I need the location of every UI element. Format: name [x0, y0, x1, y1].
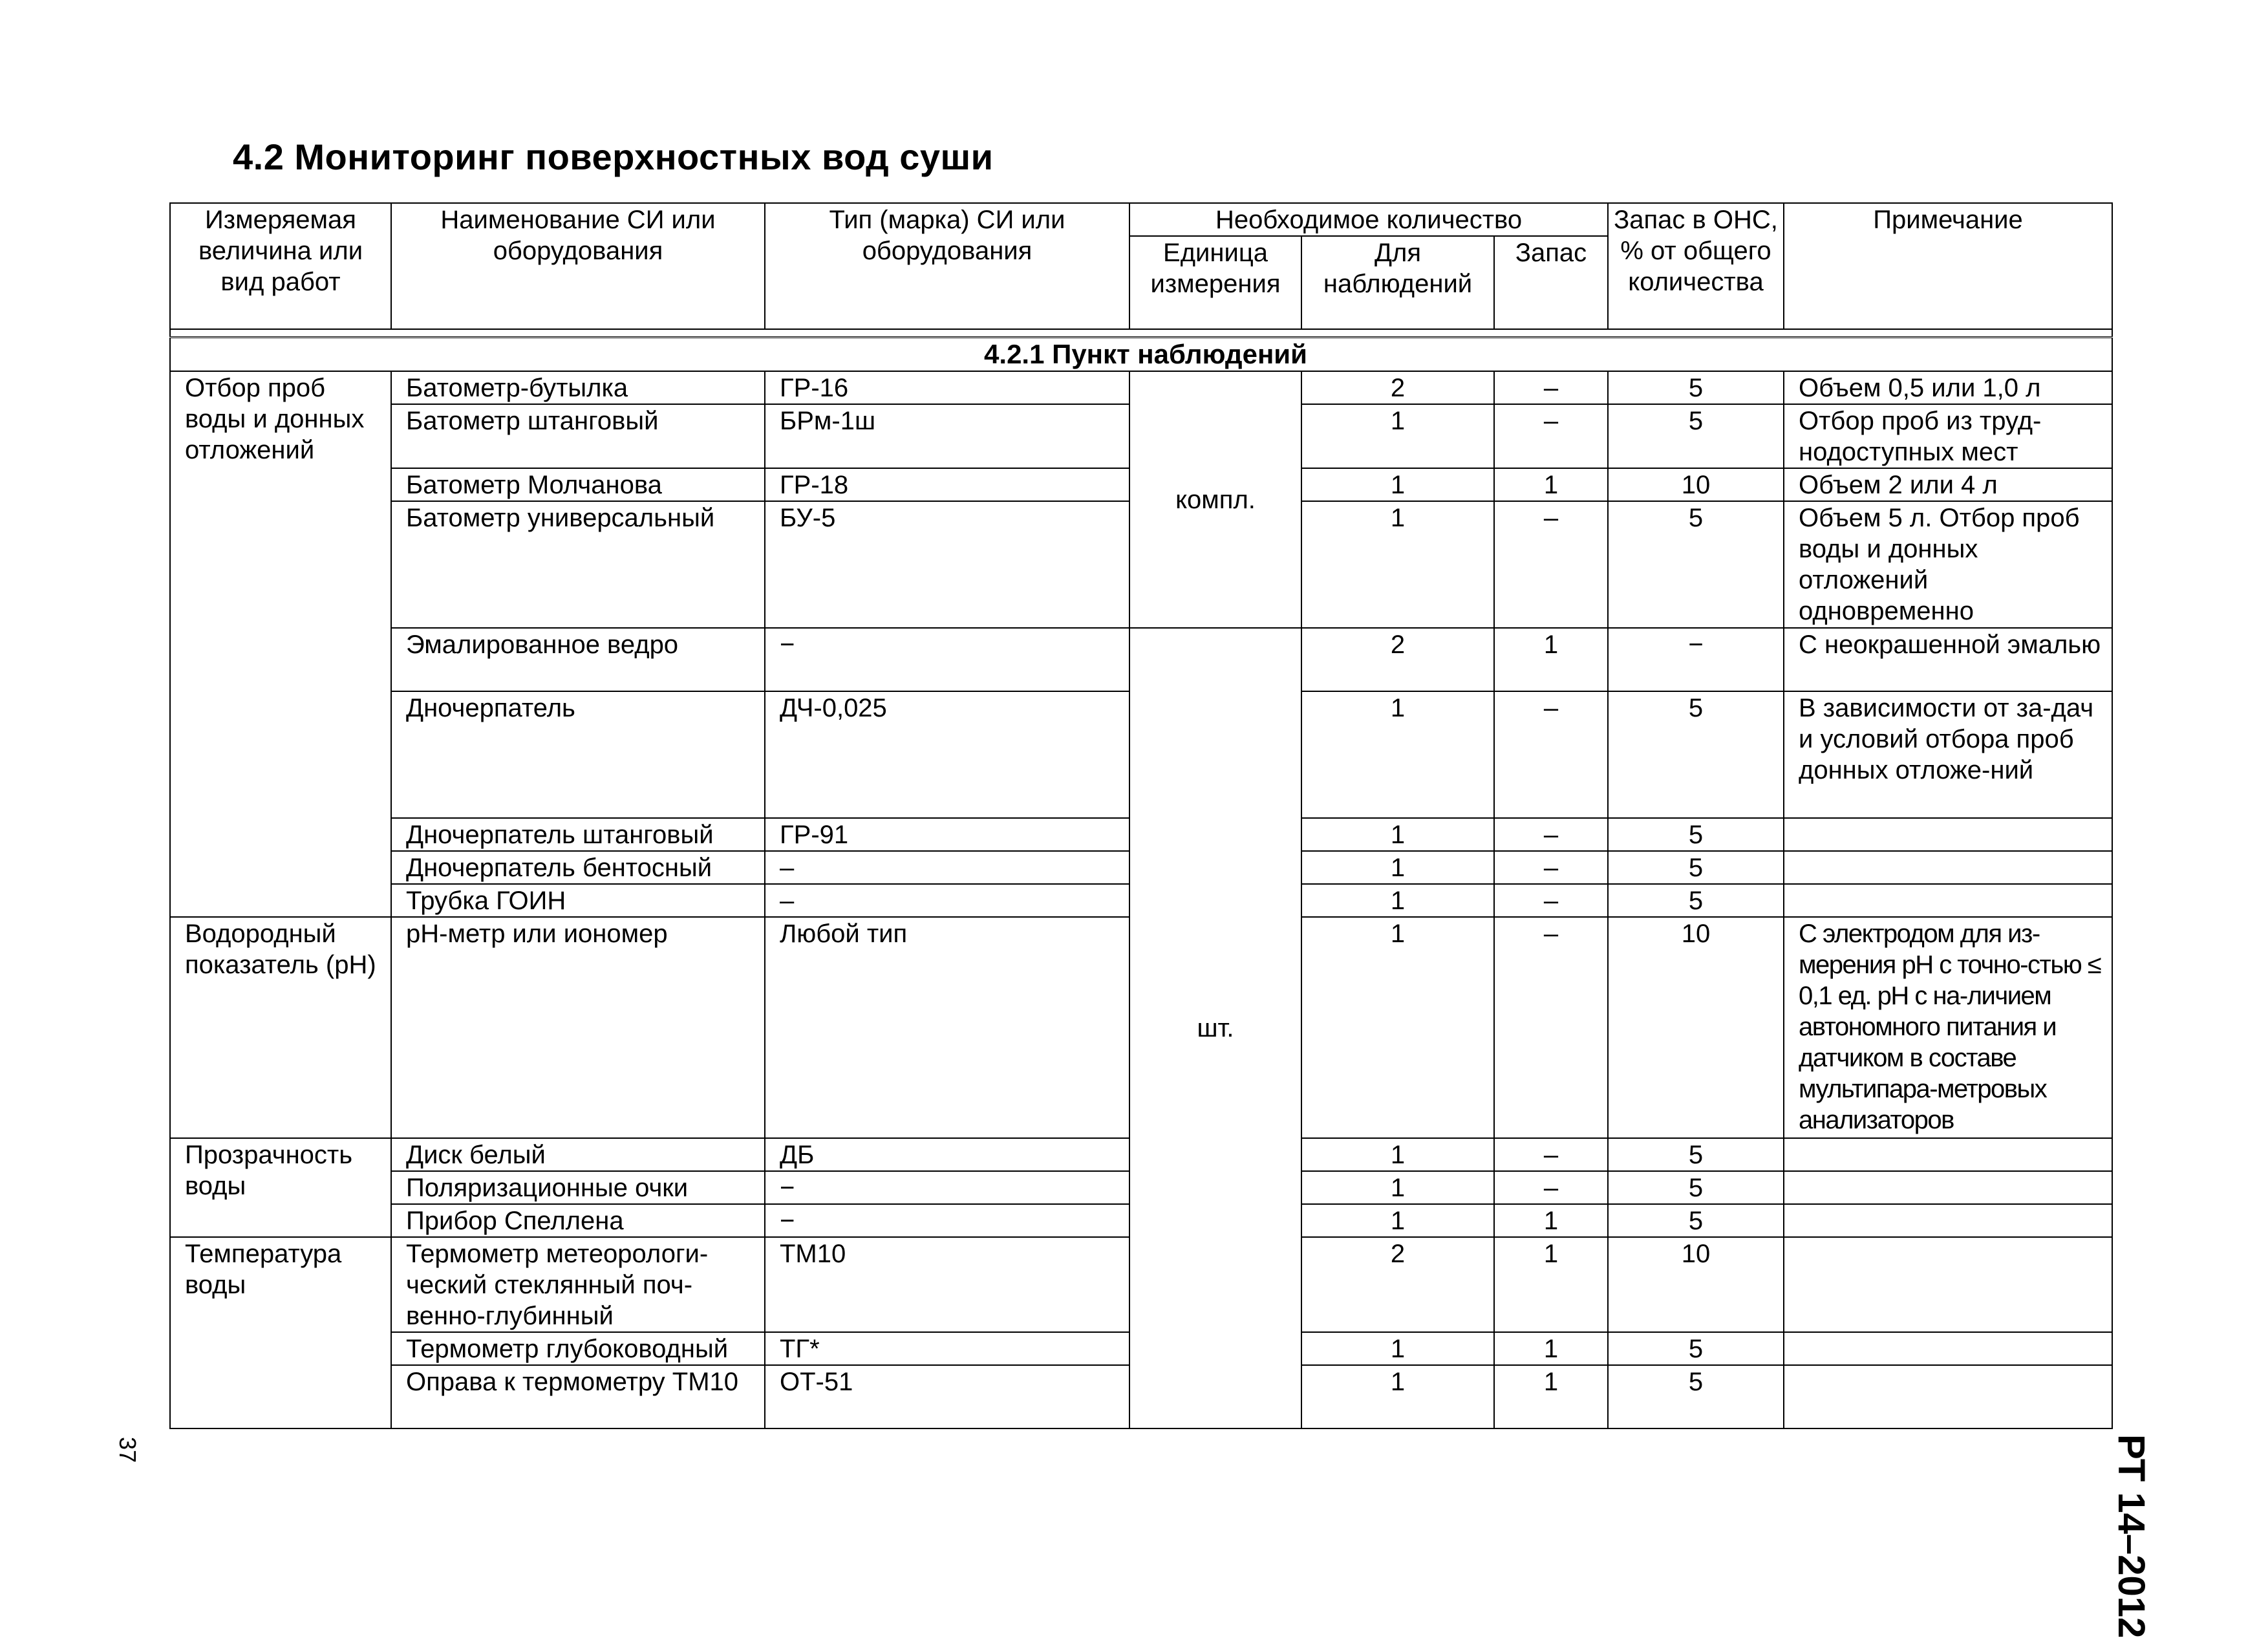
- header-required-quantity: Необходимое количество: [1129, 203, 1608, 236]
- cell-note: [1784, 884, 2112, 917]
- cell-reserve-percent: 5: [1608, 851, 1784, 884]
- cell-note: [1784, 1171, 2112, 1204]
- cell-note: Отбор проб из труд-нодоступных мест: [1784, 404, 2112, 468]
- cell-reserve: –: [1494, 371, 1608, 404]
- cell-reserve-percent: 5: [1608, 818, 1784, 851]
- cell-name: Батометр Молчанова: [391, 468, 765, 501]
- cell-name: Эмалированное ведро: [391, 628, 765, 691]
- cell-name: Прибор Спеллена: [391, 1204, 765, 1237]
- cell-type: ГР-91: [765, 818, 1129, 851]
- cell-reserve: 1: [1494, 1237, 1608, 1332]
- cell-reserve-percent: 5: [1608, 501, 1784, 628]
- cell-reserve: –: [1494, 691, 1608, 818]
- cell-note: [1784, 1237, 2112, 1332]
- cell-reserve-percent: 10: [1608, 917, 1784, 1138]
- cell-for-observations: 1: [1301, 1332, 1494, 1365]
- cell-note: Объем 5 л. Отбор проб воды и донных отложений одновременно: [1784, 501, 2112, 628]
- group-sampling: Отбор проб воды и донных отложений: [170, 371, 391, 917]
- cell-name: Оправа к термометру ТМ10: [391, 1365, 765, 1428]
- cell-type: ДБ: [765, 1138, 1129, 1171]
- cell-note: Объем 2 или 4 л: [1784, 468, 2112, 501]
- cell-reserve-percent: 5: [1608, 404, 1784, 468]
- cell-reserve: 1: [1494, 1365, 1608, 1428]
- header-type: Тип (марка) СИ или оборудования: [765, 203, 1129, 329]
- cell-reserve-percent: −: [1608, 628, 1784, 691]
- group-transparency: Прозрачность воды: [170, 1138, 391, 1237]
- cell-type: −: [765, 1204, 1129, 1237]
- subsection-title: 4.2.1 Пункт наблюдений: [170, 338, 2112, 371]
- cell-for-observations: 2: [1301, 371, 1494, 404]
- cell-for-observations: 2: [1301, 628, 1494, 691]
- cell-for-observations: 1: [1301, 1204, 1494, 1237]
- table-row: [170, 371, 2112, 404]
- cell-for-observations: 1: [1301, 468, 1494, 501]
- cell-reserve: –: [1494, 917, 1608, 1138]
- cell-name: Термометр метеорологи-ческий стеклянный поч-венно-глубинный: [391, 1237, 765, 1332]
- cell-type: Любой тип: [765, 917, 1129, 1138]
- cell-reserve: –: [1494, 818, 1608, 851]
- cell-note: В зависимости от за-дач и условий отбора проб донных отложе-ний: [1784, 691, 2112, 818]
- cell-note: [1784, 1204, 2112, 1237]
- cell-note: [1784, 1138, 2112, 1171]
- cell-note: С электродом для из-мерения pH с точно-стью ≤ 0,1 ед. pH с на-личием автономного питания и датчиком в составе мультипара-метровых анализаторов: [1784, 917, 2112, 1138]
- cell-name: Диск белый: [391, 1138, 765, 1171]
- header-name: Наименование СИ или оборудования: [391, 203, 765, 329]
- cell-reserve-percent: 10: [1608, 468, 1784, 501]
- cell-note: Объем 0,5 или 1,0 л: [1784, 371, 2112, 404]
- cell-note: [1784, 851, 2112, 884]
- cell-for-observations: 1: [1301, 1138, 1494, 1171]
- cell-note: [1784, 1332, 2112, 1365]
- cell-note: [1784, 1365, 2112, 1428]
- cell-reserve-percent: 5: [1608, 691, 1784, 818]
- cell-for-observations: 1: [1301, 404, 1494, 468]
- page-number: 37: [114, 1437, 141, 1463]
- cell-for-observations: 1: [1301, 691, 1494, 818]
- cell-type: ТМ10: [765, 1237, 1129, 1332]
- cell-reserve-percent: 5: [1608, 1365, 1784, 1428]
- cell-note: [1784, 818, 2112, 851]
- cell-reserve: 1: [1494, 468, 1608, 501]
- cell-type: ГР-16: [765, 371, 1129, 404]
- section-title: 4.2 Мониторинг поверхностных вод суши: [233, 136, 994, 177]
- cell-reserve: 1: [1494, 1204, 1608, 1237]
- header-for-observations: Для наблюдений: [1301, 236, 1494, 329]
- cell-name: Дночерпатель штанговый: [391, 818, 765, 851]
- cell-reserve-percent: 5: [1608, 371, 1784, 404]
- cell-for-observations: 1: [1301, 1171, 1494, 1204]
- cell-for-observations: 1: [1301, 884, 1494, 917]
- cell-for-observations: 1: [1301, 818, 1494, 851]
- header-measured: Измеряемая величина или вид работ: [170, 203, 391, 329]
- cell-note: С неокрашенной эмалью: [1784, 628, 2112, 691]
- header-reserve: Запас: [1494, 236, 1608, 329]
- cell-reserve: –: [1494, 404, 1608, 468]
- unit-kompl: компл.: [1129, 371, 1301, 628]
- header-separator: [170, 329, 2112, 338]
- cell-reserve: 1: [1494, 1332, 1608, 1365]
- cell-reserve-percent: 10: [1608, 1237, 1784, 1332]
- cell-name: Батометр универсальный: [391, 501, 765, 628]
- cell-name: Поляризационные очки: [391, 1171, 765, 1204]
- group-temperature: Температура воды: [170, 1237, 391, 1428]
- cell-name: Батометр штанговый: [391, 404, 765, 468]
- cell-name: Термометр глубоководный: [391, 1332, 765, 1365]
- cell-type: –: [765, 851, 1129, 884]
- header-unit: Единица измерения: [1129, 236, 1301, 329]
- cell-reserve: –: [1494, 851, 1608, 884]
- cell-reserve-percent: 5: [1608, 884, 1784, 917]
- cell-type: −: [765, 628, 1129, 691]
- header-note: Примечание: [1784, 203, 2112, 329]
- cell-for-observations: 2: [1301, 1237, 1494, 1332]
- cell-for-observations: 1: [1301, 851, 1494, 884]
- cell-reserve: 1: [1494, 628, 1608, 691]
- cell-name: Дночерпатель бентосный: [391, 851, 765, 884]
- cell-reserve-percent: 5: [1608, 1171, 1784, 1204]
- cell-reserve: –: [1494, 1171, 1608, 1204]
- cell-type: БУ-5: [765, 501, 1129, 628]
- document-code: РТ 14–2012: [2110, 1434, 2152, 1638]
- cell-type: БРм-1ш: [765, 404, 1129, 468]
- cell-reserve-percent: 5: [1608, 1204, 1784, 1237]
- cell-reserve-percent: 5: [1608, 1138, 1784, 1171]
- cell-type: ТГ*: [765, 1332, 1129, 1365]
- cell-reserve: –: [1494, 501, 1608, 628]
- cell-reserve: –: [1494, 884, 1608, 917]
- cell-type: ГР-18: [765, 468, 1129, 501]
- cell-type: ОТ-51: [765, 1365, 1129, 1428]
- cell-for-observations: 1: [1301, 917, 1494, 1138]
- cell-reserve: –: [1494, 1138, 1608, 1171]
- cell-type: ДЧ-0,025: [765, 691, 1129, 818]
- unit-sht: шт.: [1129, 628, 1301, 1428]
- table-row: [170, 628, 2112, 691]
- cell-name: Батометр-бутылка: [391, 371, 765, 404]
- cell-type: −: [765, 1171, 1129, 1204]
- cell-for-observations: 1: [1301, 1365, 1494, 1428]
- cell-name: Трубка ГОИН: [391, 884, 765, 917]
- cell-reserve-percent: 5: [1608, 1332, 1784, 1365]
- header-reserve-percent: Запас в ОНС, % от общего количества: [1608, 203, 1784, 329]
- group-ph: Водородный показатель (pH): [170, 917, 391, 1138]
- cell-for-observations: 1: [1301, 501, 1494, 628]
- cell-type: –: [765, 884, 1129, 917]
- cell-name: pH-метр или иономер: [391, 917, 765, 1138]
- cell-name: Дночерпатель: [391, 691, 765, 818]
- equipment-table: [169, 202, 2113, 1429]
